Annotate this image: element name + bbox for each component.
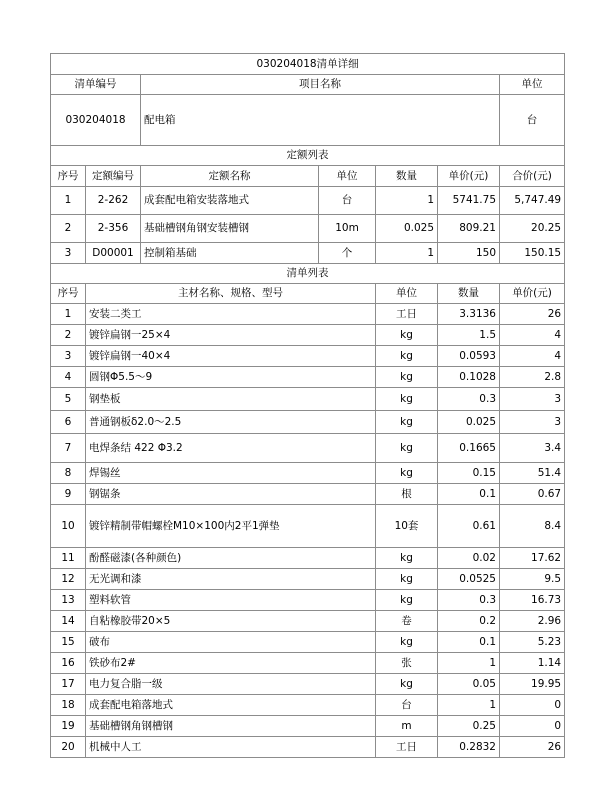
- quota-section-title: 定额列表: [51, 146, 565, 166]
- table-row: [51, 548, 565, 569]
- cell-unit: 卷: [376, 611, 438, 632]
- cell-unit: 工日: [376, 304, 438, 325]
- cell-name: 镀锌扁钢一40×4: [86, 346, 376, 367]
- materials-header-no: 序号: [51, 284, 86, 304]
- cell-price: 26: [500, 304, 565, 325]
- cell-name: 铁砂布2#: [86, 653, 376, 674]
- cell-price: 2.8: [500, 367, 565, 388]
- cell-no: 3: [51, 346, 86, 367]
- quota-header-name: 定额名称: [141, 166, 319, 187]
- cell-no: 17: [51, 674, 86, 695]
- cell-unit: 根: [376, 484, 438, 505]
- quota-header-price: 单价(元): [438, 166, 500, 187]
- materials-header-name: 主材名称、规格、型号: [86, 284, 376, 304]
- cell-name: 自粘橡胶带20×5: [86, 611, 376, 632]
- cell-no: 4: [51, 367, 86, 388]
- bill-unit-header: 单位: [500, 75, 565, 95]
- cell-unit: kg: [376, 548, 438, 569]
- bill-name-header: 项目名称: [141, 75, 500, 95]
- cell-name: 成套配电箱落地式: [86, 695, 376, 716]
- table-row: [51, 505, 565, 548]
- cell-no: 15: [51, 632, 86, 653]
- cell-no: 2: [51, 325, 86, 346]
- cell-name: 电焊条结 422 Φ3.2: [86, 434, 376, 463]
- cell-qty: 0.25: [438, 716, 500, 737]
- cell-name: 焊锡丝: [86, 463, 376, 484]
- cell-no: 6: [51, 411, 86, 434]
- cell-unit: kg: [376, 434, 438, 463]
- cell-no: 11: [51, 548, 86, 569]
- cell-name: 普通钢板δ2.0～2.5: [86, 411, 376, 434]
- cell-name: 电力复合脂一级: [86, 674, 376, 695]
- cell-qty: 0.61: [438, 505, 500, 548]
- bill-name: 配电箱: [141, 95, 500, 146]
- cell-name: 破布: [86, 632, 376, 653]
- quota-row: 3 D00001 控制箱基础 个 1 150 150.15: [51, 243, 565, 264]
- cell-qty: 0.3: [438, 590, 500, 611]
- cell-price: 3.4: [500, 434, 565, 463]
- cell-price: 16.73: [500, 590, 565, 611]
- cell-qty: 0.1: [438, 484, 500, 505]
- cell-qty: 0.1665: [438, 434, 500, 463]
- cell-price: 3: [500, 388, 565, 411]
- quota-row: 1 2-262 成套配电箱安装落地式 台 1 5741.75 5,747.49: [51, 187, 565, 215]
- cell-name: 无光调和漆: [86, 569, 376, 590]
- cell-no: 10: [51, 505, 86, 548]
- table-row: [51, 388, 565, 411]
- cell-no: 9: [51, 484, 86, 505]
- table-row: [51, 434, 565, 463]
- table-row: [51, 611, 565, 632]
- quota-header-no: 序号: [51, 166, 86, 187]
- cell-unit: 台: [376, 695, 438, 716]
- table-row: [51, 346, 565, 367]
- quota-row: 2 2-356 基础槽钢角钢安装槽钢 10m 0.025 809.21 20.25: [51, 215, 565, 243]
- cell-no: 20: [51, 737, 86, 758]
- cell-qty: 0.3: [438, 388, 500, 411]
- cell-name: 机械中人工: [86, 737, 376, 758]
- cell-qty: 1: [438, 695, 500, 716]
- cell-no: 7: [51, 434, 86, 463]
- cell-name: 镀锌扁钢一25×4: [86, 325, 376, 346]
- bill-detail-table: [50, 53, 565, 758]
- cell-no: 14: [51, 611, 86, 632]
- quota-header-unit: 单位: [319, 166, 376, 187]
- cell-price: 4: [500, 346, 565, 367]
- cell-qty: 0.2: [438, 611, 500, 632]
- cell-qty: 0.02: [438, 548, 500, 569]
- cell-unit: kg: [376, 367, 438, 388]
- cell-no: 12: [51, 569, 86, 590]
- cell-name: 钢锯条: [86, 484, 376, 505]
- table-row: [51, 304, 565, 325]
- table-row: [51, 737, 565, 758]
- bill-code-header: 清单编号: [51, 75, 141, 95]
- table-row: [51, 716, 565, 737]
- cell-price: 9.5: [500, 569, 565, 590]
- cell-qty: 0.0593: [438, 346, 500, 367]
- materials-header-qty: 数量: [438, 284, 500, 304]
- cell-qty: 3.3136: [438, 304, 500, 325]
- cell-price: 4: [500, 325, 565, 346]
- table-row: [51, 653, 565, 674]
- cell-unit: kg: [376, 569, 438, 590]
- cell-qty: 0.0525: [438, 569, 500, 590]
- cell-unit: 工日: [376, 737, 438, 758]
- cell-price: 2.96: [500, 611, 565, 632]
- cell-no: 1: [51, 304, 86, 325]
- table-row: [51, 463, 565, 484]
- materials-header-unit: 单位: [376, 284, 438, 304]
- table-row: [51, 367, 565, 388]
- bill-unit: 台: [500, 95, 565, 146]
- cell-unit: 10套: [376, 505, 438, 548]
- cell-price: 51.4: [500, 463, 565, 484]
- cell-price: 0.67: [500, 484, 565, 505]
- table-row: [51, 632, 565, 653]
- cell-qty: 0.15: [438, 463, 500, 484]
- cell-no: 18: [51, 695, 86, 716]
- table-row: [51, 590, 565, 611]
- cell-qty: 0.1028: [438, 367, 500, 388]
- cell-name: 圆钢Φ5.5～9: [86, 367, 376, 388]
- cell-no: 19: [51, 716, 86, 737]
- cell-unit: kg: [376, 674, 438, 695]
- cell-price: 0: [500, 695, 565, 716]
- cell-name: 酚醛磁漆(各种颜色): [86, 548, 376, 569]
- cell-unit: kg: [376, 590, 438, 611]
- table-row: [51, 695, 565, 716]
- cell-qty: 1.5: [438, 325, 500, 346]
- cell-name: 镀锌精制带帽螺栓M10×100内2平1弹垫: [86, 505, 376, 548]
- cell-qty: 0.1: [438, 632, 500, 653]
- cell-qty: 0.05: [438, 674, 500, 695]
- cell-no: 13: [51, 590, 86, 611]
- quota-header-total: 合价(元): [500, 166, 565, 187]
- cell-name: 钢垫板: [86, 388, 376, 411]
- table-row: [51, 325, 565, 346]
- cell-price: 0: [500, 716, 565, 737]
- page-title: 030204018清单详细: [51, 54, 565, 75]
- cell-name: 塑料软管: [86, 590, 376, 611]
- materials-header-price: 单价(元): [500, 284, 565, 304]
- cell-unit: kg: [376, 632, 438, 653]
- cell-unit: kg: [376, 463, 438, 484]
- cell-qty: 1: [438, 653, 500, 674]
- cell-no: 5: [51, 388, 86, 411]
- quota-header-qty: 数量: [376, 166, 438, 187]
- cell-unit: 张: [376, 653, 438, 674]
- cell-qty: 0.025: [438, 411, 500, 434]
- cell-price: 19.95: [500, 674, 565, 695]
- cell-price: 26: [500, 737, 565, 758]
- table-row: [51, 484, 565, 505]
- cell-no: 16: [51, 653, 86, 674]
- table-row: [51, 674, 565, 695]
- cell-price: 3: [500, 411, 565, 434]
- cell-price: 17.62: [500, 548, 565, 569]
- cell-unit: m: [376, 716, 438, 737]
- cell-qty: 0.2832: [438, 737, 500, 758]
- cell-price: 5.23: [500, 632, 565, 653]
- cell-price: 8.4: [500, 505, 565, 548]
- bill-code: 030204018: [51, 95, 141, 146]
- cell-unit: kg: [376, 325, 438, 346]
- cell-no: 8: [51, 463, 86, 484]
- cell-unit: kg: [376, 411, 438, 434]
- cell-name: 基础槽钢角钢槽钢: [86, 716, 376, 737]
- materials-section-title: 清单列表: [51, 264, 565, 284]
- table-row: [51, 569, 565, 590]
- cell-price: 1.14: [500, 653, 565, 674]
- cell-unit: kg: [376, 388, 438, 411]
- cell-name: 安装二类工: [86, 304, 376, 325]
- cell-unit: kg: [376, 346, 438, 367]
- quota-header-code: 定额编号: [86, 166, 141, 187]
- table-row: [51, 411, 565, 434]
